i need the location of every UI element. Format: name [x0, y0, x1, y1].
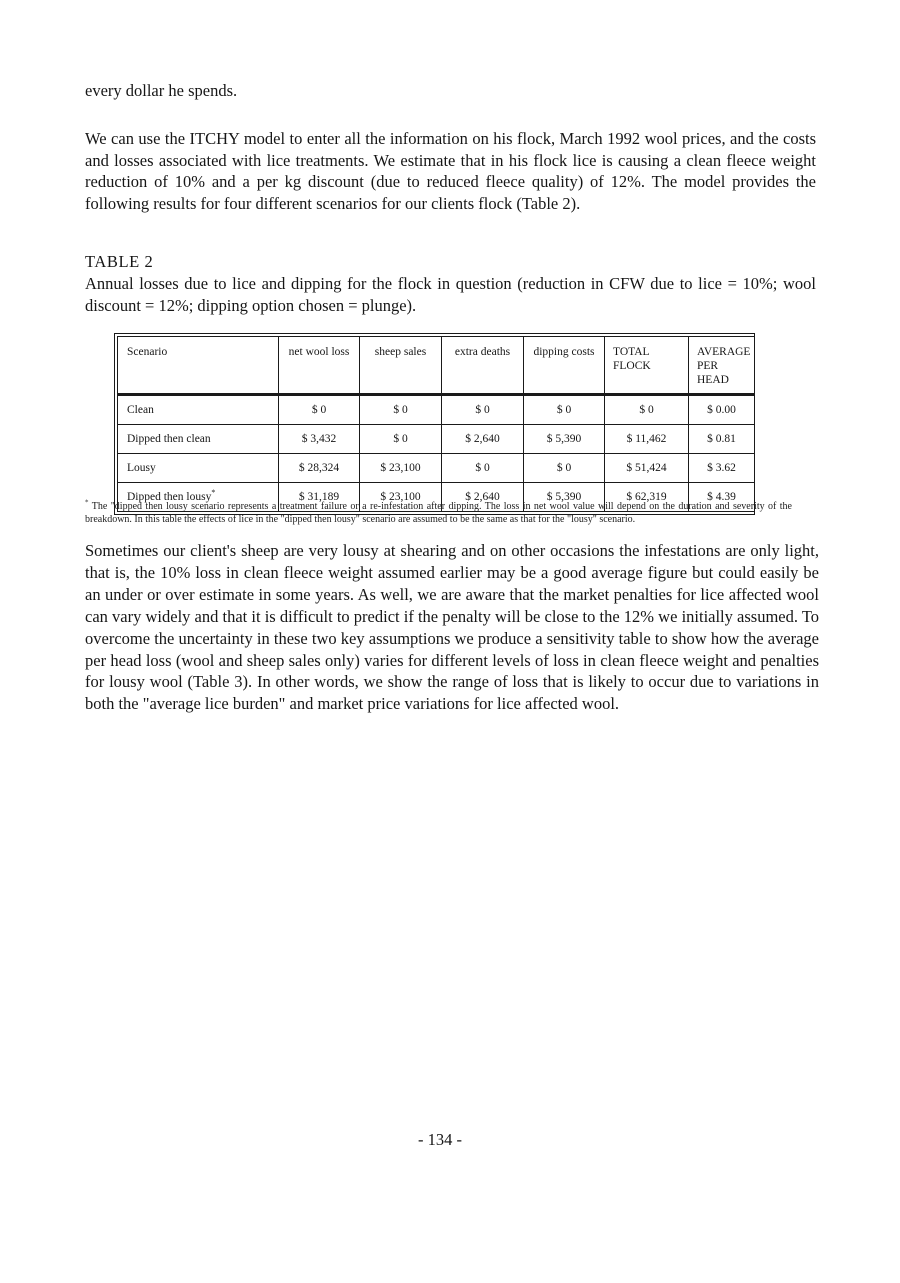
value-cell: $ 0 [279, 395, 360, 425]
scenario-label: Clean [127, 404, 154, 416]
value-cell: $ 2,640 [442, 425, 524, 454]
results-table-wrapper [114, 333, 755, 515]
value-cell: $ 3.62 [689, 454, 755, 483]
table-header-cell: sheep sales [360, 337, 442, 395]
value-cell: $ 0 [360, 395, 442, 425]
value-cell: $ 4.39 [689, 483, 755, 512]
intro-line: every dollar he spends. [85, 81, 238, 100]
results-table-outer-border [114, 333, 755, 515]
value-cell: $ 5,390 [524, 483, 605, 512]
table-header-cell: extra deaths [442, 337, 524, 395]
results-table [117, 336, 755, 512]
scenario-label: Lousy [127, 462, 156, 474]
scenario-cell [118, 395, 279, 425]
value-cell: $ 2,640 [442, 483, 524, 512]
value-cell: $ 5,390 [524, 425, 605, 454]
scenario-label: Dipped then clean [127, 433, 211, 445]
table-header-row [118, 337, 755, 395]
value-cell: $ 0 [605, 395, 689, 425]
value-cell: $ 0 [442, 454, 524, 483]
table-footnote [85, 500, 792, 526]
scenario-label: Dipped then lousy [127, 491, 212, 503]
table-2-caption: Annual losses due to lice and dipping for the flock in question (reduction in CFW due to lice = 10%; wool discount = 12%; dipping option chosen = plunge). [85, 274, 816, 315]
value-cell: $ 23,100 [360, 483, 442, 512]
body-paragraph-2: Sometimes our client's sheep are very lousy at shearing and on other occasions the infestations are only light, that is, the 10% loss in clean fleece weight assumed earlier may be a good average figure but could easily be an under or over estimate in some years. As well, we are aware that the market penalties for lice affected wool can vary widely and that it is difficult to predict if the penalty will be close to the 12% we initially assumed. To overcome the uncertainty in these two key assumptions we produce a sensitivity table to show how the average per head loss (wool and sheep sales only) varies for different levels of loss in clean fleece weight and penalties for lousy wool (Table 3). In other words, we show the range of loss that is likely to occur due to variations in both the "average lice burden" and market price variations for lice affected wool. [85, 541, 819, 714]
page-number: - 134 - [418, 1130, 462, 1149]
table-2-heading: TABLE 2 [85, 252, 154, 271]
footnote-marker: * [211, 488, 216, 498]
value-cell: $ 0 [360, 425, 442, 454]
footnote-text: The "dipped then lousy scenario represents a treatment failure or a re-infestation after dipping. The loss in net wool value will depend on the duration and severity of the breakdown. In this table the effects of lice in the "dipped then lousy" scenario are assumed to be the same as that for the "lousy" scenario. [85, 501, 792, 525]
table-header-cell: AVERAGE PER HEAD [689, 337, 755, 395]
scenario-cell [118, 454, 279, 483]
table-row [118, 425, 755, 454]
value-cell: $ 62,319 [605, 483, 689, 512]
value-cell: $ 3,432 [279, 425, 360, 454]
value-cell: $ 0 [524, 454, 605, 483]
value-cell: $ 31,189 [279, 483, 360, 512]
value-cell: $ 11,462 [605, 425, 689, 454]
value-cell: $ 0 [524, 395, 605, 425]
table-header-cell: dipping costs [524, 337, 605, 395]
body-paragraph-1: We can use the ITCHY model to enter all the information on his flock, March 1992 wool prices, and the costs and losses associated with lice treatments. We estimate that in his flock lice is causing a clean fleece weight reduction of 10% and a per kg discount (due to reduced fleece quality) of 12%. The model provides the following results for four different scenarios for our clients flock (Table 2). [85, 129, 816, 213]
value-cell: $ 0.00 [689, 395, 755, 425]
value-cell: $ 51,424 [605, 454, 689, 483]
table-header-cell: Scenario [118, 337, 279, 395]
value-cell: $ 0.81 [689, 425, 755, 454]
scenario-cell [118, 425, 279, 454]
value-cell: $ 23,100 [360, 454, 442, 483]
table-header-cell: TOTAL FLOCK [605, 337, 689, 395]
value-cell: $ 0 [442, 395, 524, 425]
table-row [118, 395, 755, 425]
table-header-cell: net wool loss [279, 337, 360, 395]
footnote-asterisk: * [85, 498, 89, 507]
table-row [118, 454, 755, 483]
value-cell: $ 28,324 [279, 454, 360, 483]
